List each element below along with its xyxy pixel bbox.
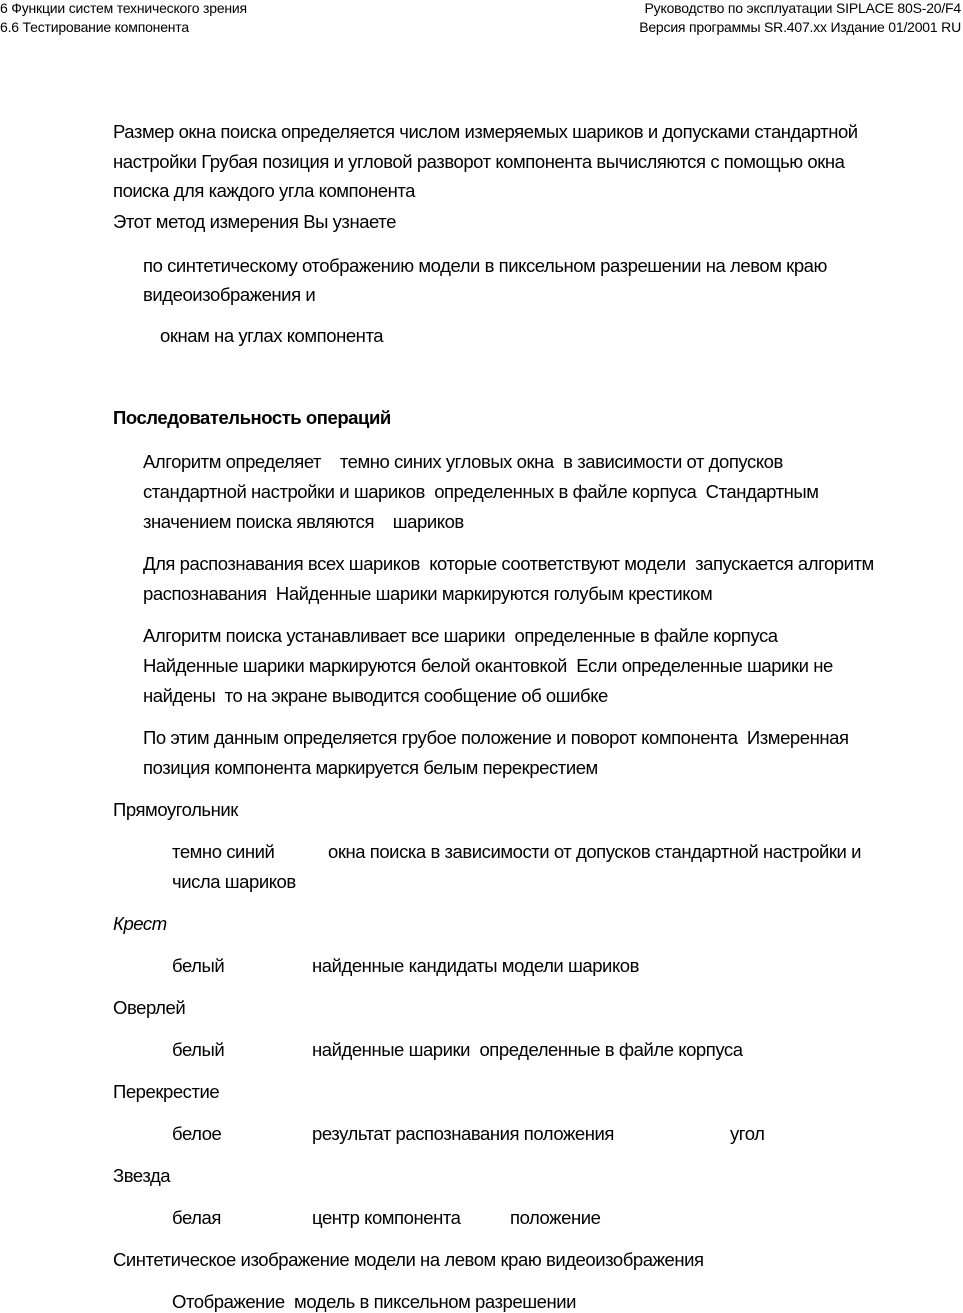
intro-line: поиска для каждого угла компонента <box>113 180 415 201</box>
legend-desc: Отображение модель в пиксельном разрешении <box>172 1291 576 1312</box>
intro-line: Этот метод измерения Вы узнаете <box>113 211 396 232</box>
bullet-line: окнам на углах компонента <box>160 325 384 346</box>
intro-line: настройки Грубая позиция и угловой разворот компонента вычисляются с помощью окна <box>113 151 845 172</box>
legend-desc: найденные кандидаты модели шариков <box>312 955 640 976</box>
intro-line: Размер окна поиска определяется числом измеряемых шариков и допусками стандартной <box>113 121 858 142</box>
legend-color: белая <box>172 1207 221 1228</box>
bullet-line: по синтетическому отображению модели в пиксельном разрешении на левом краю <box>143 255 827 276</box>
section-heading: Последовательность операций <box>113 407 391 428</box>
legend-desc: результат распознавания положения <box>312 1123 614 1144</box>
legend-extra: угол <box>730 1123 765 1144</box>
step-line: Найденные шарики маркируются белой окантовкой Если определенные шарики не <box>143 655 833 676</box>
header-chapter: 6 Функции систем технического зрения <box>0 0 247 16</box>
step-line: Алгоритм поиска устанавливает все шарики определенные в файле корпуса <box>143 625 778 646</box>
step-line: По этим данным определяется грубое положение и поворот компонента Измеренная <box>143 727 849 748</box>
step-line: найдены то на экране выводится сообщение об ошибке <box>143 685 608 706</box>
step-line: значением поиска являются шариков <box>143 511 464 532</box>
legend-color: темно синий <box>172 841 275 862</box>
legend-desc: найденные шарики определенные в файле корпуса <box>312 1039 743 1060</box>
step-line: стандартной настройки и шариков определенных в файле корпуса Стандартным <box>143 481 819 502</box>
legend-term-overlay: Оверлей <box>113 997 186 1018</box>
header-version: Версия программы SR.407.xx Издание 01/2001 RU <box>639 19 961 35</box>
legend-term-cross: Крест <box>113 913 167 934</box>
legend-desc: числа шариков <box>172 871 296 892</box>
header-section: 6.6 Тестирование компонента <box>0 19 189 35</box>
legend-color: белый <box>172 955 225 976</box>
legend-term-synthetic: Синтетическое изображение модели на левом краю видеоизображения <box>113 1249 704 1270</box>
legend-extra: положение <box>510 1207 601 1228</box>
header-manual: Руководство по эксплуатации SIPLACE 80S-20/F4 <box>644 0 961 16</box>
step-line: Для распознавания всех шариков которые соответствуют модели запускается алгоритм <box>143 553 874 574</box>
bullet-line: видеоизображения и <box>143 284 316 305</box>
legend-term-star: Звезда <box>113 1165 171 1186</box>
legend-color: белый <box>172 1039 225 1060</box>
legend-color: белое <box>172 1123 222 1144</box>
step-line: позиция компонента маркируется белым перекрестием <box>143 757 598 778</box>
step-line: распознавания Найденные шарики маркируются голубым крестиком <box>143 583 713 604</box>
legend-desc: окна поиска в зависимости от допусков стандартной настройки и <box>328 841 862 862</box>
step-line: Алгоритм определяет темно синих угловых окна в зависимости от допусков <box>143 451 783 472</box>
legend-desc: центр компонента <box>312 1207 461 1228</box>
legend-term-crosshair: Перекрестие <box>113 1081 220 1102</box>
legend-term-rect: Прямоугольник <box>113 799 238 820</box>
